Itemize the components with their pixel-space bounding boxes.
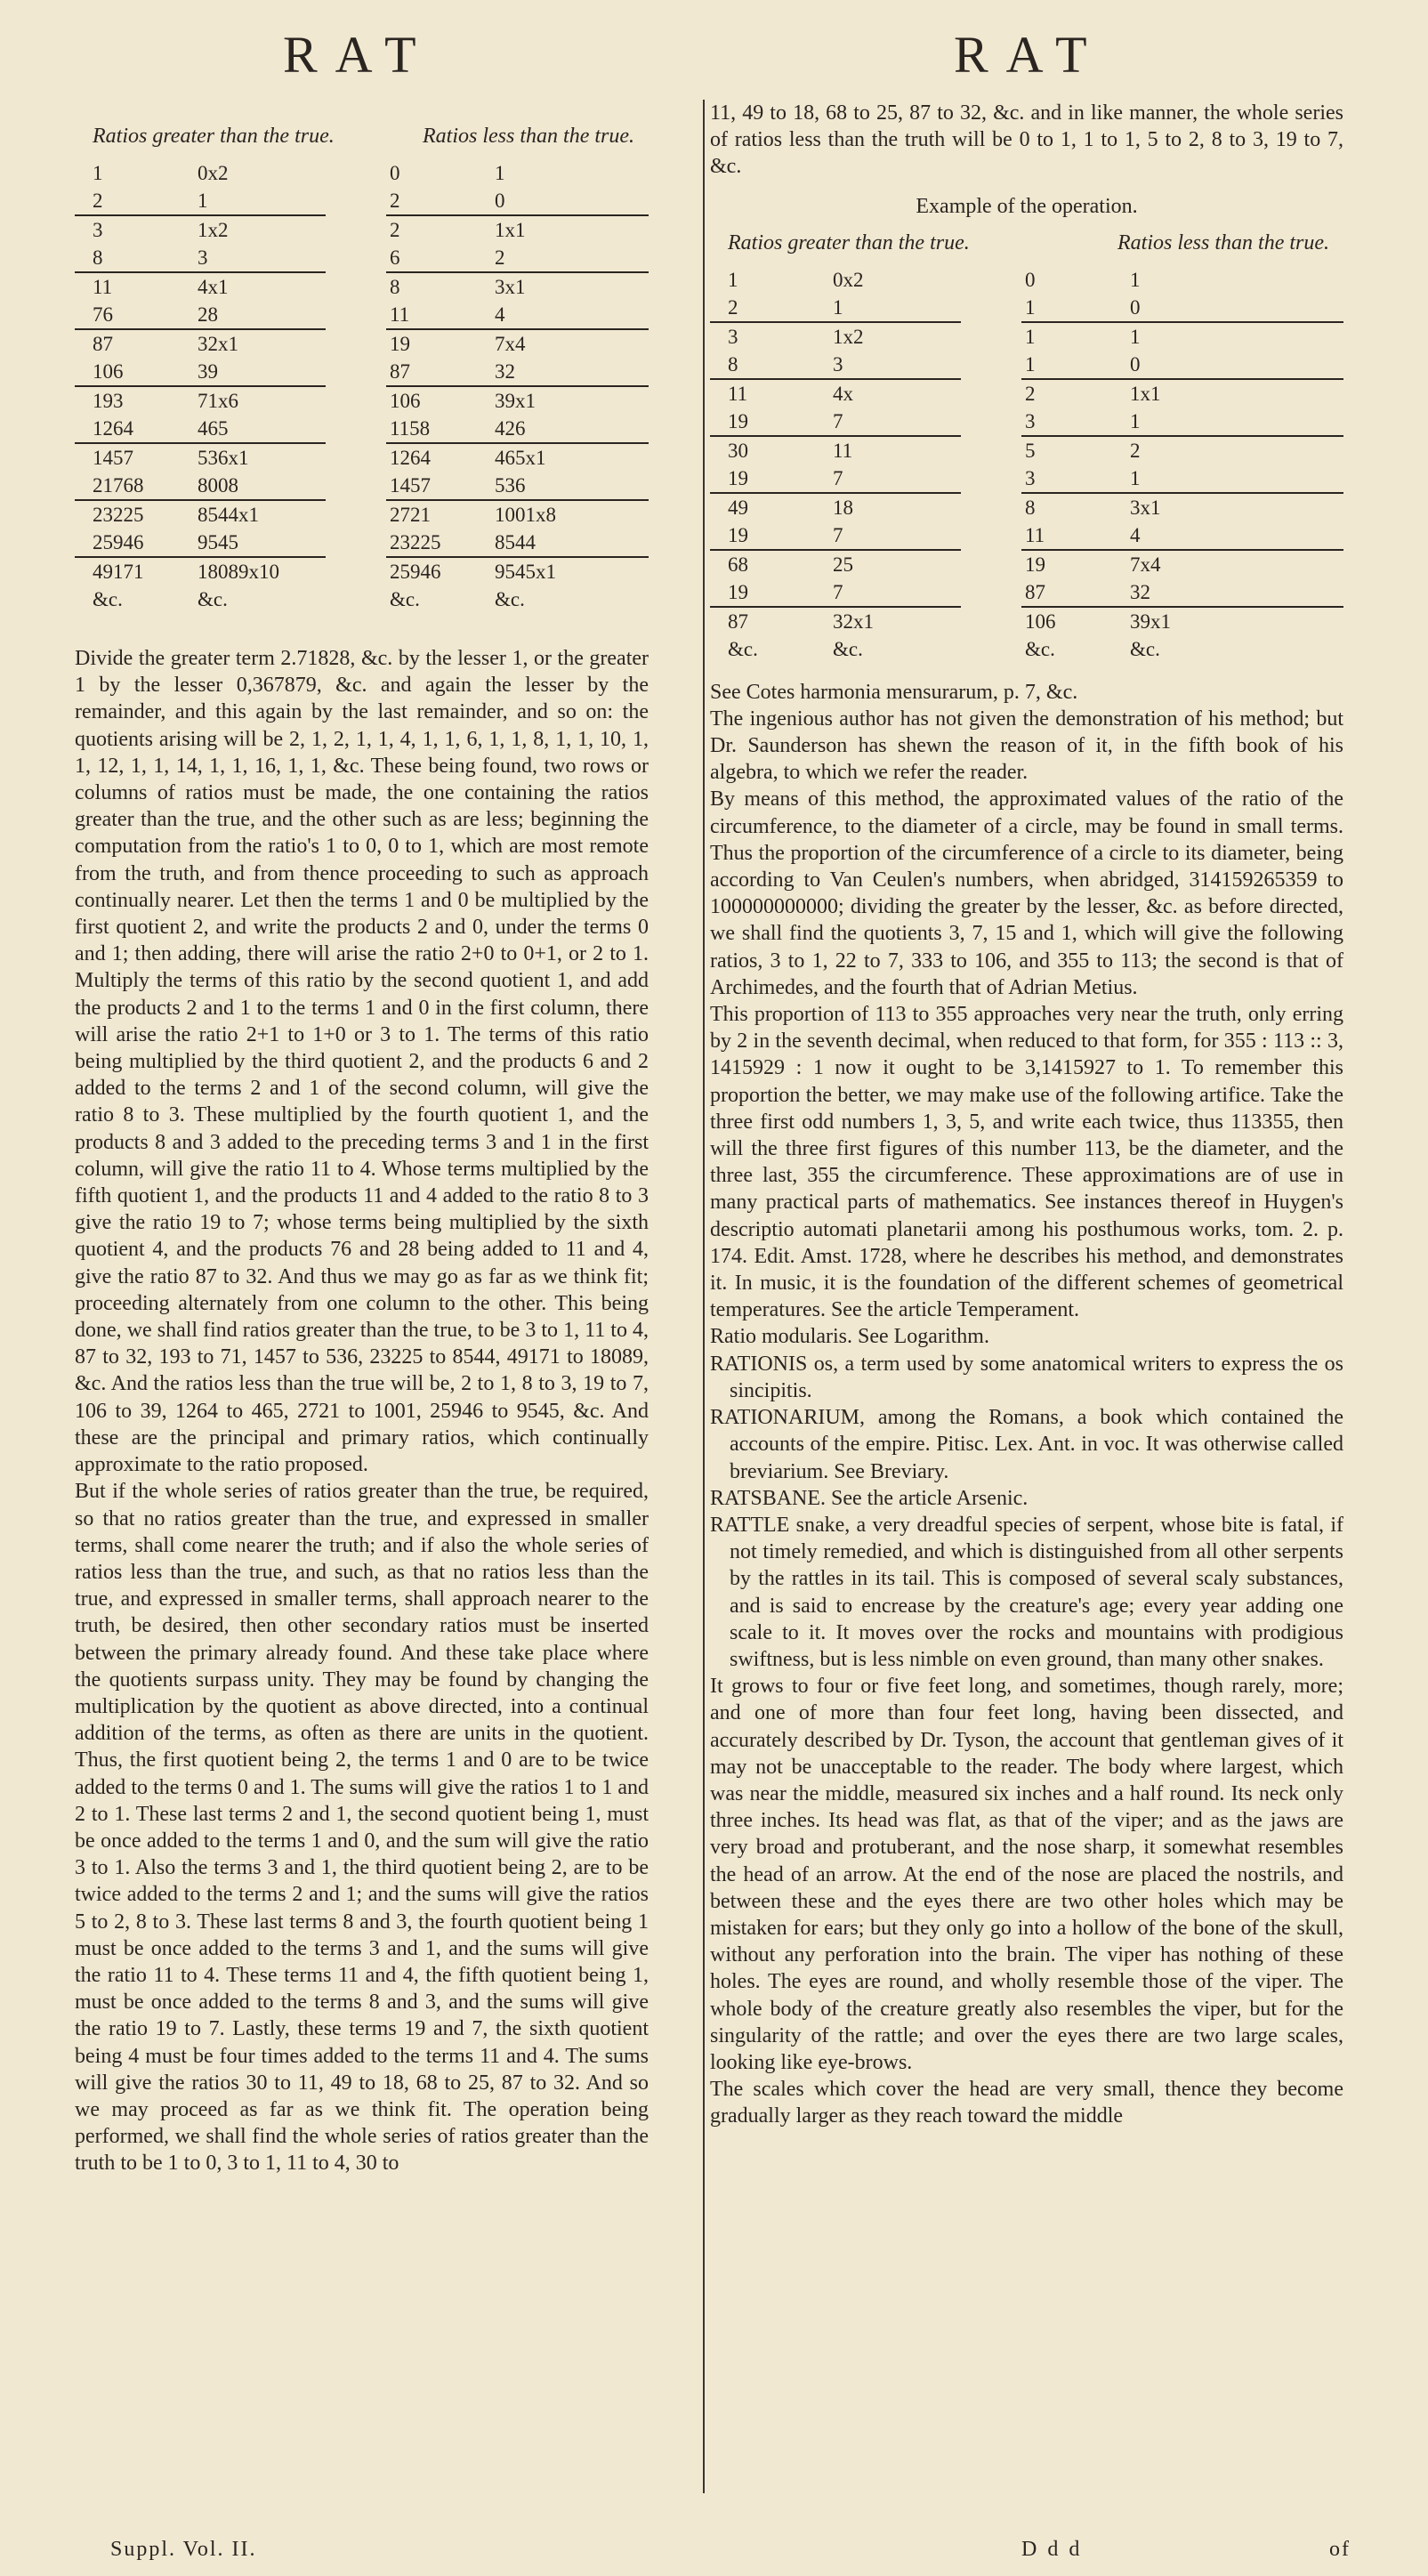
ratio-cell: 1 bbox=[1025, 325, 1036, 348]
ratio-row bbox=[75, 301, 649, 329]
ratio-cell: 25 bbox=[833, 553, 853, 576]
ratio-cell: 8 bbox=[75, 244, 194, 272]
entry-rattle-snake: RATTLE snake, a very dreadful species of serpent, whose bite is fatal, if not timely remedied, and which is distinguished from all other serpents by the rattles in its tail. This is composed of several scaly substances, and is said to encrease by the creature's age; every year adding one scale to it. It moves over the rocks and mountains with prodigious swiftness, but is less nimble on even ground, than many other snakes. bbox=[710, 1513, 1343, 1671]
ratio-cell: 106 bbox=[1025, 610, 1056, 633]
ratio-cell: 2 bbox=[710, 294, 829, 322]
left-para-1: Divide the greater term 2.71828, &c. by the lesser 1, or the greater 1 by the lesser 0,367879, &c. and again the lesser by the remainder, and this again by the last remainder, and so on: the quotients arising will be 2, 1, 2, 1, 1, 4, 1, 1, 6, 1, 1, 8, 1, 1, 10, 1, 1, 12, 1, 1, 14, 1, 1, 16, 1, 1, &c. These being found, two rows or columns of ratios must be made, the one containing the ratios greater than the true, and the other such as are less; beginning the computation from the ratio's 1 to 0, 0 to 1, which are most remote from the truth, and from thence proceeding to such as approach continually nearer. Let then the terms 1 and 0 be multiplied by the first quotient 2, and write the products 2 and 0, under the terms 0 and 1; then adding, there will arise the ratio 2+0 to 0+1, or 2 to 1. Multiply the terms of this ratio by the second quotient 1, and add the products 2 and 1 to the terms 1 and 0 in the first column, there will arise the ratio 2+1 to 1+0 or 3 to 1. The terms of this ratio being multiplied by the third quotient 2, and the products 6 and 2 added to the terms 2 and 1 of the second column, will give the ratio 8 to 3. These multiplied by the fourth quotient 1, and the products 8 and 3 added to the preceding terms 3 and 1 in the first column, will give the ratio 11 to 4. Whose terms multiplied by the fifth quotient 1, and the products 11 and 4 added to the ratio 8 to 3 give the ratio 19 to 7; whose terms being multiplied by the sixth quotient 4, and the products 76 and 28 being added to 11 and 4, give the ratio 87 to 32. And thus we may go as far as we think fit; proceeding alternately from one column to the other. This being done, we shall find ratios greater than the true, to be 3 to 1, 11 to 4, 87 to 32, 193 to 71, 1457 to 536, 23225 to 8544, 49171 to 18089, &c. And the ratios less than the true will be, 2 to 1, 8 to 3, 19 to 7, 106 to 39, 1264 to 465, 2721 to 1001, 25946 to 9545, &c. And these are the principal and primary ratios, which continually approximate to the ratio proposed. bbox=[75, 647, 649, 1477]
ratio-row bbox=[75, 386, 649, 415]
ratio-cell: 465 bbox=[194, 415, 326, 443]
ratio-cell: 3 bbox=[1021, 464, 1126, 493]
ratio-cell: 465x1 bbox=[495, 447, 546, 469]
ratio-row bbox=[75, 244, 649, 272]
ratio-cell: 19 bbox=[710, 578, 829, 607]
ratio-row bbox=[710, 322, 1343, 351]
ratio-cell: 49171 bbox=[93, 561, 144, 583]
ratio-cell: 426 bbox=[491, 415, 649, 443]
entry-rationis: RATIONIS os, a term used by some anatomical writers to express the os sincipitis. bbox=[710, 1352, 1343, 1402]
ratio-row bbox=[710, 578, 1343, 607]
left-para-2: But if the whole series of ratios greater than the true, be required, so that no ratios greater than the true, and expressed in smaller terms, shall come nearer the truth; and if also the whole series of ratios less than the true, and such, as that no ratios less than the true, and expressed in smaller terms, shall approach nearer to the truth, be desired, then other secondary ratios must be inserted between the primary already found. And these take place where the quotients surpass unity. They may be found by changing the multiplication by the quotient as above directed, into a continual addition of the terms, as often as there are units in the quotient. Thus, the first quotient being 2, the terms 1 and 0 are to be twice added to the terms 0 and 1. The sums will give the ratios 1 to 1 and 2 to 1. These last terms 2 and 1, the second quotient being 1, must be once added to the terms 1 and 0, and the sum will give the ratio 3 to 1. Also the terms 3 and 1, the third quotient being 2, are to be twice added to the terms 2 and 1; and the sums will give the ratios 5 to 2, 8 to 3. These last terms 8 and 3, the fourth quotient being 1 must be once added to the terms 3 and 1, and the sums will give the ratio 11 to 4. These terms 11 and 4, the fifth quotient being 1, must be once added to the terms 8 and 3, and the sums will give the ratio 19 to 7. Lastly, these terms 19 and 7, the sixth quotient being 4 must be four times added to the terms 11 and 4. The sums will give the ratios 30 to 11, 49 to 18, 68 to 25, 87 to 32. And so we may proceed as far as we think fit. The operation being performed, we shall find the whole series of ratios greater than the truth to be 1 to 0, 3 to 1, 11 to 4, 30 to bbox=[75, 1480, 649, 2176]
ratio-cell: 1 bbox=[1021, 294, 1126, 322]
ratio-cell: 8 bbox=[390, 276, 400, 298]
ratio-cell: 7 bbox=[829, 408, 961, 436]
ratio-cell: 87 bbox=[386, 358, 491, 386]
ratio-cell: 4 bbox=[1126, 521, 1343, 550]
ratio-cell: 39 bbox=[194, 358, 326, 386]
ratio-cell: 193 bbox=[93, 390, 124, 412]
column-rule bbox=[703, 100, 705, 2493]
ratio-cell: 1 bbox=[1021, 351, 1126, 379]
right-para-4: This proportion of 113 to 355 approaches very near the truth, only erring by 2 in the seventh decimal, when reduced to that form, for 355 : 113 :: 3, 1415929 : 1 now it ought to be 3,1415927 to 1. To remember this proportion the better, we may make use of the following artifice. Take the three first odd numbers 1, 3, 5, and write each twice, thus 113355, then will the three first figures of this number 113, be the diameter, and the three last, 355 the circumference. These approximations are of use in many practical parts of mathematics. See instances thereof in Huygen's descriptio automati planetarii among his posthumous works, tom. 2. p. 174. Edit. Amst. 1728, where he describes his method, and demonstrates it. In music, it is the foundation of the different schemes of geometrical temperatures. See the article Temperament. bbox=[710, 1003, 1343, 1322]
ratio-cell: 1 bbox=[1130, 325, 1141, 348]
ratio-cell: 0 bbox=[1126, 351, 1343, 379]
ratio-cell: 1x1 bbox=[1130, 382, 1161, 405]
ratio-cell: 1457 bbox=[386, 472, 491, 500]
ratio-cell: 2 bbox=[386, 187, 491, 215]
ratio-cell: &c. bbox=[1025, 637, 1055, 660]
ratio-cell: &c. bbox=[495, 588, 525, 610]
ratio-cell: 7x4 bbox=[495, 333, 526, 355]
entry-ratsbane: RATSBANE. See the article Arsenic. bbox=[710, 1486, 1029, 1510]
ratio-cell: &c. bbox=[1130, 637, 1160, 660]
ratio-cell: 28 bbox=[194, 301, 326, 329]
greater-header: Ratios greater than the true. bbox=[93, 125, 335, 148]
ratio-cell: 1 bbox=[1130, 268, 1141, 291]
ratio-cell: 0 bbox=[1126, 294, 1343, 322]
ratio-row bbox=[710, 493, 1343, 521]
ratio-cell: 2 bbox=[1025, 382, 1036, 405]
ratio-table-left bbox=[75, 159, 649, 613]
right-para-1: See Cotes harmonia mensurarum, p. 7, &c. bbox=[710, 680, 1078, 704]
ratio-cell: &c. bbox=[728, 637, 758, 660]
ratio-row bbox=[75, 585, 649, 613]
ratio-cell: 3 bbox=[829, 351, 961, 379]
ratio-cell: 1 bbox=[495, 162, 505, 184]
ratio-row bbox=[75, 187, 649, 215]
ratio-cell: 536x1 bbox=[198, 447, 249, 469]
ratio-cell: 11 bbox=[728, 382, 748, 405]
ratio-cell: 23225 bbox=[386, 529, 491, 557]
ratio-cell: 19 bbox=[710, 408, 829, 436]
ratio-row bbox=[710, 266, 1343, 294]
ratio-cell: 1 bbox=[728, 268, 738, 291]
ratio-cell: 19 bbox=[1025, 553, 1045, 576]
ratio-cell: 0x2 bbox=[833, 268, 864, 291]
ratio-cell: 5 bbox=[1025, 439, 1036, 462]
ratio-row bbox=[75, 500, 649, 529]
ratio-cell: 11 bbox=[93, 276, 113, 298]
ratio-cell: 1001x8 bbox=[495, 504, 556, 526]
ratio-row bbox=[75, 272, 649, 301]
ratio-cell: 23225 bbox=[93, 504, 144, 526]
ratio-cell: 1 bbox=[1126, 464, 1343, 493]
ratio-cell: 32x1 bbox=[198, 333, 238, 355]
ratio-row bbox=[710, 464, 1343, 493]
ratio-cell: 39x1 bbox=[495, 390, 536, 412]
ratio-cell: 1457 bbox=[93, 447, 133, 469]
ratio-cell: 3 bbox=[93, 219, 103, 241]
ratio-cell: 18089x10 bbox=[198, 561, 279, 583]
ratio-cell: 87 bbox=[1021, 578, 1126, 607]
ratio-cell: 19 bbox=[710, 521, 829, 550]
ratio-cell: &c. bbox=[198, 588, 228, 610]
ratio-cell: 32x1 bbox=[833, 610, 874, 633]
left-column bbox=[75, 125, 649, 2177]
right-column bbox=[710, 100, 1343, 2130]
ratio-cell: 4x bbox=[833, 382, 853, 405]
ratio-cell: 2 bbox=[491, 244, 649, 272]
ratio-cell: 7 bbox=[829, 578, 961, 607]
ratio-cell: 2 bbox=[75, 187, 194, 215]
ratio-cell: 1158 bbox=[386, 415, 491, 443]
ratio-cell: 21768 bbox=[75, 472, 194, 500]
ratio-cell: 11 bbox=[833, 439, 853, 462]
ratio-row bbox=[75, 557, 649, 585]
ratio-cell: &c. bbox=[390, 588, 420, 610]
ratio-cell: 8 bbox=[710, 351, 829, 379]
ratio-cell: 9545x1 bbox=[495, 561, 556, 583]
ratio-cell: 6 bbox=[386, 244, 491, 272]
ratio-cell: 49 bbox=[728, 496, 748, 519]
running-head-left: RAT bbox=[283, 26, 434, 84]
ratio-row bbox=[75, 529, 649, 557]
ratio-cell: 11 bbox=[1021, 521, 1126, 550]
entry-ratio-modularis: Ratio modularis. See Logarithm. bbox=[710, 1325, 989, 1349]
ratio-row bbox=[75, 415, 649, 443]
running-head-right: RAT bbox=[954, 26, 1105, 84]
ratio-row bbox=[710, 607, 1343, 635]
entry-rationarium: RATIONARIUM, among the Romans, a book which contained the accounts of the empire. Pitisc. Lex. Ant. in voc. It was otherwise called breviarium. See Breviary. bbox=[710, 1406, 1343, 1483]
ratio-cell: 32 bbox=[1126, 578, 1343, 607]
ratio-cell: 2 bbox=[1130, 439, 1141, 462]
ratio-row bbox=[75, 443, 649, 472]
ratio-cell: 7 bbox=[829, 521, 961, 550]
ratio-row bbox=[710, 379, 1343, 408]
ratio-cell: 25946 bbox=[390, 561, 441, 583]
lesser-header: Ratios less than the true. bbox=[423, 125, 634, 148]
ratio-row bbox=[710, 550, 1343, 578]
footer-catchword: of bbox=[1329, 2538, 1351, 2561]
ratio-cell: 3 bbox=[728, 325, 738, 348]
ratio-cell: 0 bbox=[1025, 268, 1036, 291]
rattle-para-2: It grows to four or five feet long, and sometimes, though rarely, more; and one of more than four feet long, having been dissected, and accurately described by Dr. Tyson, the account that gentleman gives of it may not be unacceptable to the reader. The body where largest, which was near the middle, measured six inches and a half round. Its neck only three inches. Its head was flat, as that of the viper; and as the jaws are very broad and protuberant, and the nose sharp, it somewhat resembles the head of an arrow. At the end of the nose are placed the nostrils, and between these and the eyes there are two other holes which may be mistaken for ears; but they only go into a hollow of the bone of the skull, without any perforation into the brain. The viper has nothing of these holes. The eyes are round, and wholly resemble those of the viper. The whole body of the creature greatly also resembles the viper, but for the singularity of the rattle; and over the eyes there are two large scales, looking like eye-brows. bbox=[710, 1675, 1343, 2074]
ratio-cell: 1264 bbox=[390, 447, 431, 469]
ratio-cell: 1x2 bbox=[198, 219, 229, 241]
ratio-cell: 18 bbox=[833, 496, 853, 519]
ratio-row bbox=[710, 294, 1343, 322]
ratio-cell: 3 bbox=[1021, 408, 1126, 436]
ratio-cell: 7x4 bbox=[1130, 553, 1161, 576]
ratio-cell: 1 bbox=[93, 162, 103, 184]
ratio-cell: 3x1 bbox=[495, 276, 526, 298]
ratio-cell: 4x1 bbox=[198, 276, 229, 298]
right-intro: 11, 49 to 18, 68 to 25, 87 to 32, &c. and in like manner, the whole series of ratios less than the truth will be 0 to 1, 1 to 1, 5 to 2, 8 to 3, 19 to 7, &c. bbox=[710, 101, 1343, 179]
ratio-cell: 8544x1 bbox=[198, 504, 259, 526]
ratio-cell: 9545 bbox=[194, 529, 326, 557]
ratio-cell: 25946 bbox=[75, 529, 194, 557]
ratio-row bbox=[75, 329, 649, 358]
ratio-cell: 76 bbox=[75, 301, 194, 329]
ratio-row bbox=[710, 635, 1343, 663]
ratio-cell: 8 bbox=[1025, 496, 1036, 519]
ratio-cell: 1 bbox=[829, 294, 961, 322]
ratio-cell: 106 bbox=[390, 390, 421, 412]
right-table-headers bbox=[710, 231, 1343, 266]
ratio-cell: 11 bbox=[386, 301, 491, 329]
ratio-cell: 39x1 bbox=[1130, 610, 1171, 633]
ratio-row bbox=[710, 521, 1343, 550]
ratio-cell: 2 bbox=[390, 219, 400, 241]
ratio-cell: 1x2 bbox=[833, 325, 864, 348]
ratio-cell: 1264 bbox=[75, 415, 194, 443]
ratio-row bbox=[75, 358, 649, 386]
footer-signature: Ddd bbox=[1021, 2538, 1091, 2561]
ratio-row bbox=[75, 215, 649, 244]
ratio-cell: 106 bbox=[75, 358, 194, 386]
greater-header: Ratios greater than the true. bbox=[728, 230, 970, 254]
ratio-cell: 68 bbox=[728, 553, 748, 576]
ratio-cell: 19 bbox=[390, 333, 410, 355]
ratio-row bbox=[710, 351, 1343, 379]
ratio-cell: 1x1 bbox=[495, 219, 526, 241]
ratio-cell: 7 bbox=[829, 464, 961, 493]
right-para-2: The ingenious author has not given the demonstration of his method; but Dr. Saunderson has shewn the reason of it, in the fifth book of his algebra, to which we refer the reader. bbox=[710, 707, 1343, 785]
ratio-cell: 30 bbox=[728, 439, 748, 462]
ratio-cell: 4 bbox=[491, 301, 649, 329]
ratio-cell: 0x2 bbox=[198, 162, 229, 184]
ratio-cell: 87 bbox=[93, 333, 113, 355]
ratio-cell: 87 bbox=[728, 610, 748, 633]
ratio-cell: 1 bbox=[1126, 408, 1343, 436]
ratio-cell: 0 bbox=[491, 187, 649, 215]
ratio-row bbox=[75, 472, 649, 500]
footer-volume: Suppl. Vol. II. bbox=[110, 2538, 257, 2561]
ratio-cell: 3x1 bbox=[1130, 496, 1161, 519]
lesser-header: Ratios less than the true. bbox=[1117, 230, 1329, 254]
ratio-cell: &c. bbox=[93, 588, 123, 610]
ratio-cell: 536 bbox=[491, 472, 649, 500]
left-table-headers bbox=[75, 125, 649, 159]
ratio-cell: 8008 bbox=[194, 472, 326, 500]
example-title: Example of the operation. bbox=[916, 194, 1138, 218]
ratio-row bbox=[710, 408, 1343, 436]
ratio-cell: 32 bbox=[491, 358, 649, 386]
ratio-cell: &c. bbox=[833, 637, 863, 660]
ratio-cell: 3 bbox=[194, 244, 326, 272]
right-para-3: By means of this method, the approximated values of the ratio of the circumference, to the diameter of a circle, may be found in small terms. Thus the proportion of the circumference of a circle to its diameter, being according to Van Ceulen's numbers, when abridged, 314159265359 to 100000000000; dividing the greater by the lesser, &c. as before directed, we shall find the quotients 3, 7, 15 and 1, which will give the following ratios, 3 to 1, 22 to 7, 333 to 106, and 355 to 113; the second is that of Archimedes, and the fourth that of Adrian Metius. bbox=[710, 787, 1343, 999]
ratio-row bbox=[710, 436, 1343, 464]
ratio-cell: 71x6 bbox=[198, 390, 238, 412]
ratio-cell: 0 bbox=[390, 162, 400, 184]
ratio-cell: 2721 bbox=[390, 504, 431, 526]
rattle-para-3: The scales which cover the head are very small, thence they become gradually larger as they reach toward the middle bbox=[710, 2078, 1343, 2128]
ratio-cell: 8544 bbox=[491, 529, 649, 557]
ratio-cell: 1 bbox=[194, 187, 326, 215]
ratio-row bbox=[75, 159, 649, 187]
ratio-table-right bbox=[710, 266, 1343, 663]
ratio-cell: 19 bbox=[710, 464, 829, 493]
